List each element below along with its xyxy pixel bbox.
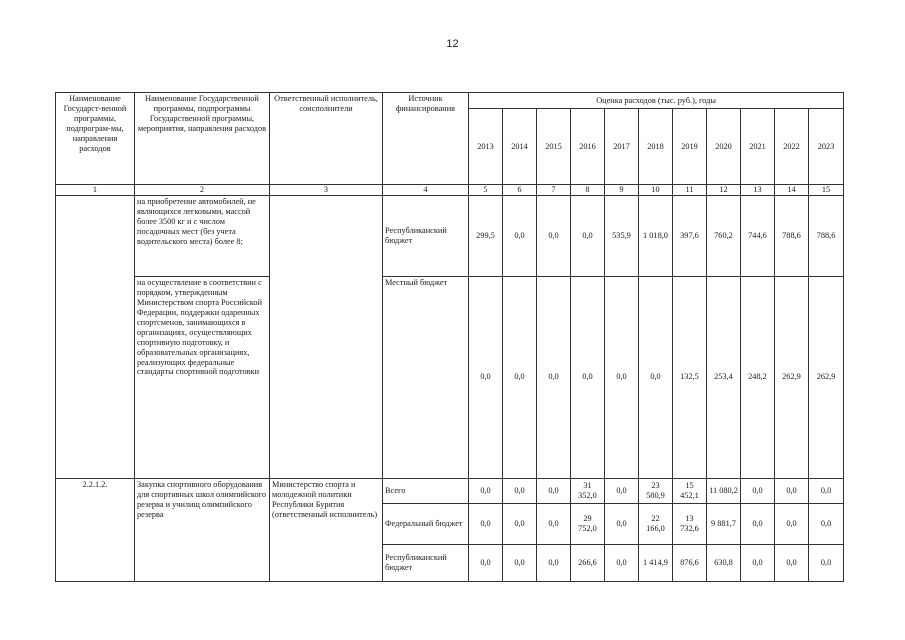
- value-cell: 0,0: [503, 196, 537, 277]
- funding-source-cell: Всего: [383, 478, 469, 503]
- header-year: 2017: [605, 109, 639, 185]
- value-cell: 0,0: [605, 544, 639, 581]
- value-cell: 0,0: [775, 504, 809, 544]
- column-index: 1: [56, 185, 135, 196]
- value-cell: 0,0: [605, 478, 639, 503]
- value-cell: 0,0: [775, 544, 809, 581]
- value-cell: 0,0: [741, 544, 775, 581]
- value-cell: 132,5: [673, 276, 707, 478]
- value-cell: 0,0: [605, 504, 639, 544]
- value-cell: 15 452,1: [673, 478, 707, 503]
- header-measure-name: Наименование Государственной программы, подпрограммы Государственной программы, мероприятия, направления расходов: [135, 93, 270, 185]
- value-cell: 23 580,9: [639, 478, 673, 503]
- value-cell: 788,6: [775, 196, 809, 277]
- column-index: 4: [383, 185, 469, 196]
- value-cell: 0,0: [741, 504, 775, 544]
- column-index: 2: [135, 185, 270, 196]
- header-year: 2020: [707, 109, 741, 185]
- table-row: [56, 478, 844, 503]
- value-cell: 0,0: [503, 544, 537, 581]
- column-index: 13: [741, 185, 775, 196]
- table-row: [56, 196, 844, 277]
- value-cell: 0,0: [503, 478, 537, 503]
- column-index: 9: [605, 185, 639, 196]
- value-cell: 13 732,6: [673, 504, 707, 544]
- column-index: 12: [707, 185, 741, 196]
- column-index: 15: [809, 185, 844, 196]
- value-cell: 0,0: [605, 276, 639, 478]
- value-cell: 0,0: [741, 478, 775, 503]
- value-cell: 9 881,7: [707, 504, 741, 544]
- value-cell: 262,9: [775, 276, 809, 478]
- value-cell: 29 752,0: [571, 504, 605, 544]
- value-cell: 0,0: [537, 478, 571, 503]
- value-cell: 876,6: [673, 544, 707, 581]
- value-cell: 788,6: [809, 196, 844, 277]
- expenditure-table: [55, 92, 844, 582]
- executor-cell: [270, 196, 383, 479]
- header-year: 2015: [537, 109, 571, 185]
- value-cell: 0,0: [537, 544, 571, 581]
- value-cell: 0,0: [537, 196, 571, 277]
- value-cell: 262,9: [809, 276, 844, 478]
- value-cell: 248,2: [741, 276, 775, 478]
- header-executor: Ответственный исполнитель, соисполнители: [270, 93, 383, 185]
- value-cell: 0,0: [537, 504, 571, 544]
- value-cell: 630,8: [707, 544, 741, 581]
- header-year: 2016: [571, 109, 605, 185]
- value-cell: 535,9: [605, 196, 639, 277]
- value-cell: 0,0: [469, 504, 503, 544]
- header-year: 2022: [775, 109, 809, 185]
- value-cell: 0,0: [503, 276, 537, 478]
- value-cell: 11 080,2: [707, 478, 741, 503]
- value-cell: 0,0: [503, 504, 537, 544]
- header-year: 2019: [673, 109, 707, 185]
- column-index: 3: [270, 185, 383, 196]
- header-year: 2018: [639, 109, 673, 185]
- value-cell: 760,2: [707, 196, 741, 277]
- column-index: 7: [537, 185, 571, 196]
- value-cell: 0,0: [639, 276, 673, 478]
- funding-source-cell: Федеральный бюджет: [383, 504, 469, 544]
- header-year: 2023: [809, 109, 844, 185]
- column-index: 10: [639, 185, 673, 196]
- value-cell: 0,0: [809, 478, 844, 503]
- column-index: 5: [469, 185, 503, 196]
- funding-source-cell: Республиканский бюджет: [383, 196, 469, 277]
- header-funding-source: Источник финансирования: [383, 93, 469, 185]
- table-row: [56, 276, 844, 478]
- value-cell: 299,5: [469, 196, 503, 277]
- value-cell: 1 414,9: [639, 544, 673, 581]
- value-cell: 0,0: [571, 276, 605, 478]
- executor-cell: Министерство спорта и молодежной политики Республики Бурятия (ответственный исполнитель): [270, 478, 383, 581]
- measure-name-cell: на осуществление в соответствии с порядком, утвержденным Министерством спорта Российской Федерации, поддержки одаренных спортсменов, занимающихся в организациях, осуществляющих спортивную подготовку, и образовательных организациях, реализующих федеральные стандарты спортивной подготовки: [135, 276, 270, 478]
- header-year: 2013: [469, 109, 503, 185]
- value-cell: 1 018,0: [639, 196, 673, 277]
- measure-name-cell: на приобретение автомобилей, не являющихся легковыми, массой более 3500 кг и с числом посадочных мест (без учета водительского места) более 8;: [135, 196, 270, 277]
- value-cell: 0,0: [809, 504, 844, 544]
- header-year: 2021: [741, 109, 775, 185]
- measure-name-cell: Закупка спортивного оборудования для спортивных школ олимпийского резерва и училищ олимпийского резерва: [135, 478, 270, 581]
- value-cell: 0,0: [571, 196, 605, 277]
- value-cell: 744,6: [741, 196, 775, 277]
- header-program-name: Наименование Государст-венной программы, подпрограм-мы, направления расходов: [56, 93, 135, 185]
- value-cell: 0,0: [469, 478, 503, 503]
- value-cell: 397,6: [673, 196, 707, 277]
- value-cell: 0,0: [809, 544, 844, 581]
- value-cell: 0,0: [469, 544, 503, 581]
- value-cell: 31 352,0: [571, 478, 605, 503]
- column-index: 6: [503, 185, 537, 196]
- program-code-cell: [56, 196, 135, 479]
- funding-source-cell: Республиканский бюджет: [383, 544, 469, 581]
- header-expense-estimate: Оценка расходов (тыс. руб.), годы: [469, 93, 844, 109]
- value-cell: 0,0: [537, 276, 571, 478]
- value-cell: 0,0: [469, 276, 503, 478]
- value-cell: 22 166,0: [639, 504, 673, 544]
- header-year: 2014: [503, 109, 537, 185]
- value-cell: 266,6: [571, 544, 605, 581]
- column-index-row: [56, 185, 844, 196]
- value-cell: 253,4: [707, 276, 741, 478]
- value-cell: 0,0: [775, 478, 809, 503]
- column-index: 11: [673, 185, 707, 196]
- funding-source-cell: Местный бюджет: [383, 276, 469, 478]
- page-number: 12: [446, 38, 459, 50]
- program-code-cell: 2.2.1.2.: [56, 478, 135, 581]
- column-index: 14: [775, 185, 809, 196]
- column-index: 8: [571, 185, 605, 196]
